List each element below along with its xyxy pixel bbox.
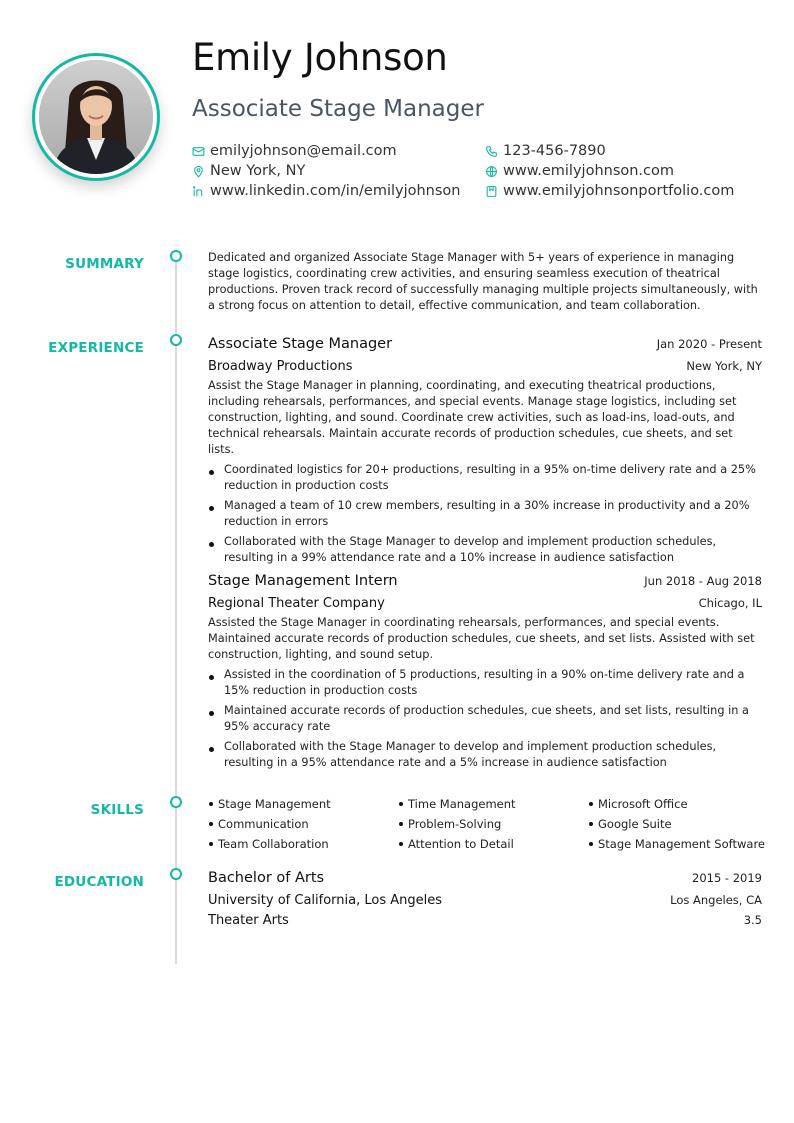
contact-portfolio[interactable] [485,183,734,199]
website-text: www.emilyjohnson.com [503,163,675,179]
contact-phone[interactable] [485,143,606,159]
candidate-name: Emily Johnson [192,36,448,79]
candidate-title: Associate Stage Manager [192,96,484,122]
job-title: Stage Management Intern [208,573,398,589]
gpa: 3.5 [743,913,762,927]
job-title: Associate Stage Manager [208,336,393,352]
job-description: Assist the Stage Manager in planning, coordinating, and executing theatrical productions, including rehearsals, performances, and special events. Manage stage logistics, including set construction, lighting, and sound. Coordinate crew activities, such as load-ins, load-outs, and technical rehearsals. Maintain accurate records of production schedules, cue sheets, and set lists. [208,379,737,456]
linkedin-text: www.linkedin.com/in/emilyjohnson [210,183,461,199]
education-timeline-dot [170,868,182,880]
profile-photo-frame [32,53,160,181]
skills-grid [208,796,765,852]
skill-item: Time Management [398,796,588,812]
skill-item: Stage Management Software [588,836,762,852]
job-dates: Jan 2020 - Present [656,337,762,351]
skills-section [208,796,765,852]
globe-icon [485,165,498,178]
section-heading-experience: EXPERIENCE [48,340,144,356]
map-pin-icon [192,165,205,178]
email-text: emilyjohnson@email.com [210,143,397,159]
list-item: Collaborated with the Stage Manager to develop and implement production schedules, resulting in a 99% attendance rate and a 10% increase in audience satisfaction [208,534,762,566]
skill-item: Google Suite [588,816,762,832]
contact-email[interactable] [192,143,397,159]
phone-text: 123-456-7890 [503,143,606,159]
avatar [39,60,153,174]
job-description: Assisted the Stage Manager in coordinating rehearsals, performances, and special events. Maintained accurate records of production schedules, cue sheets, and set lists. Assisted with set construction, lighting, and sound setup. [208,616,755,661]
linkedin-icon [192,185,205,198]
list-item: Maintained accurate records of production schedules, cue sheets, and set lists, resulting in a 95% accuracy rate [208,703,762,735]
skill-item: Problem-Solving [398,816,588,832]
summary-timeline-dot [170,250,182,262]
job-dates: Jun 2018 - Aug 2018 [644,574,762,588]
skill-item: Communication [208,816,398,832]
job-location: New York, NY [686,359,762,373]
education-item [208,870,762,928]
section-heading-skills: SKILLS [90,802,144,818]
portfolio-text: www.emilyjohnsonportfolio.com [503,183,735,199]
phone-icon [485,145,498,158]
school-location: Los Angeles, CA [670,893,762,907]
section-heading-education: EDUCATION [54,874,144,890]
avatar-portrait-icon [39,60,153,174]
skill-item: Attention to Detail [398,836,588,852]
education-dates: 2015 - 2019 [692,871,762,885]
experience-timeline-dot [170,334,182,346]
contact-location [192,163,305,179]
mail-icon [192,145,205,158]
location-text: New York, NY [210,163,306,179]
skill-item: Microsoft Office [588,796,762,812]
timeline-line [175,262,177,964]
section-heading-summary: SUMMARY [65,256,144,272]
company-name: Broadway Productions [208,359,353,374]
contact-website[interactable] [485,163,674,179]
skills-timeline-dot [170,796,182,808]
field-of-study: Theater Arts [208,913,289,928]
list-item: Collaborated with the Stage Manager to develop and implement production schedules, resulting in a 95% attendance rate and a 5% increase in audience satisfaction [208,739,762,771]
job-location: Chicago, IL [698,596,762,610]
list-item: Coordinated logistics for 20+ productions, resulting in a 95% on-time delivery rate and a 25% reduction in production costs [208,462,762,494]
bookmark-icon [485,185,498,198]
degree: Bachelor of Arts [208,870,325,886]
list-item: Assisted in the coordination of 5 productions, resulting in a 90% on-time delivery rate and a 15% reduction in production costs [208,667,762,699]
summary-section [208,250,762,314]
skill-item: Stage Management [208,796,398,812]
school-name: University of California, Los Angeles [208,893,443,908]
summary-text: Dedicated and organized Associate Stage Manager with 5+ years of experience in managing stage logistics, coordinating crew activities, and ensuring seamless execution of theatrical productions. Proven track record of successfully managing multiple projects simultaneously, with a strong focus on attention to detail, effective communication, and team collaboration. [208,251,758,312]
experience-item [208,336,762,570]
skill-item: Team Collaboration [208,836,398,852]
contact-linkedin[interactable] [192,183,460,199]
company-name: Regional Theater Company [208,596,385,611]
experience-item [208,573,762,775]
list-item: Managed a team of 10 crew members, resulting in a 30% increase in productivity and a 20% reduction in errors [208,498,762,530]
achievement-list [208,667,762,771]
achievement-list [208,462,762,566]
